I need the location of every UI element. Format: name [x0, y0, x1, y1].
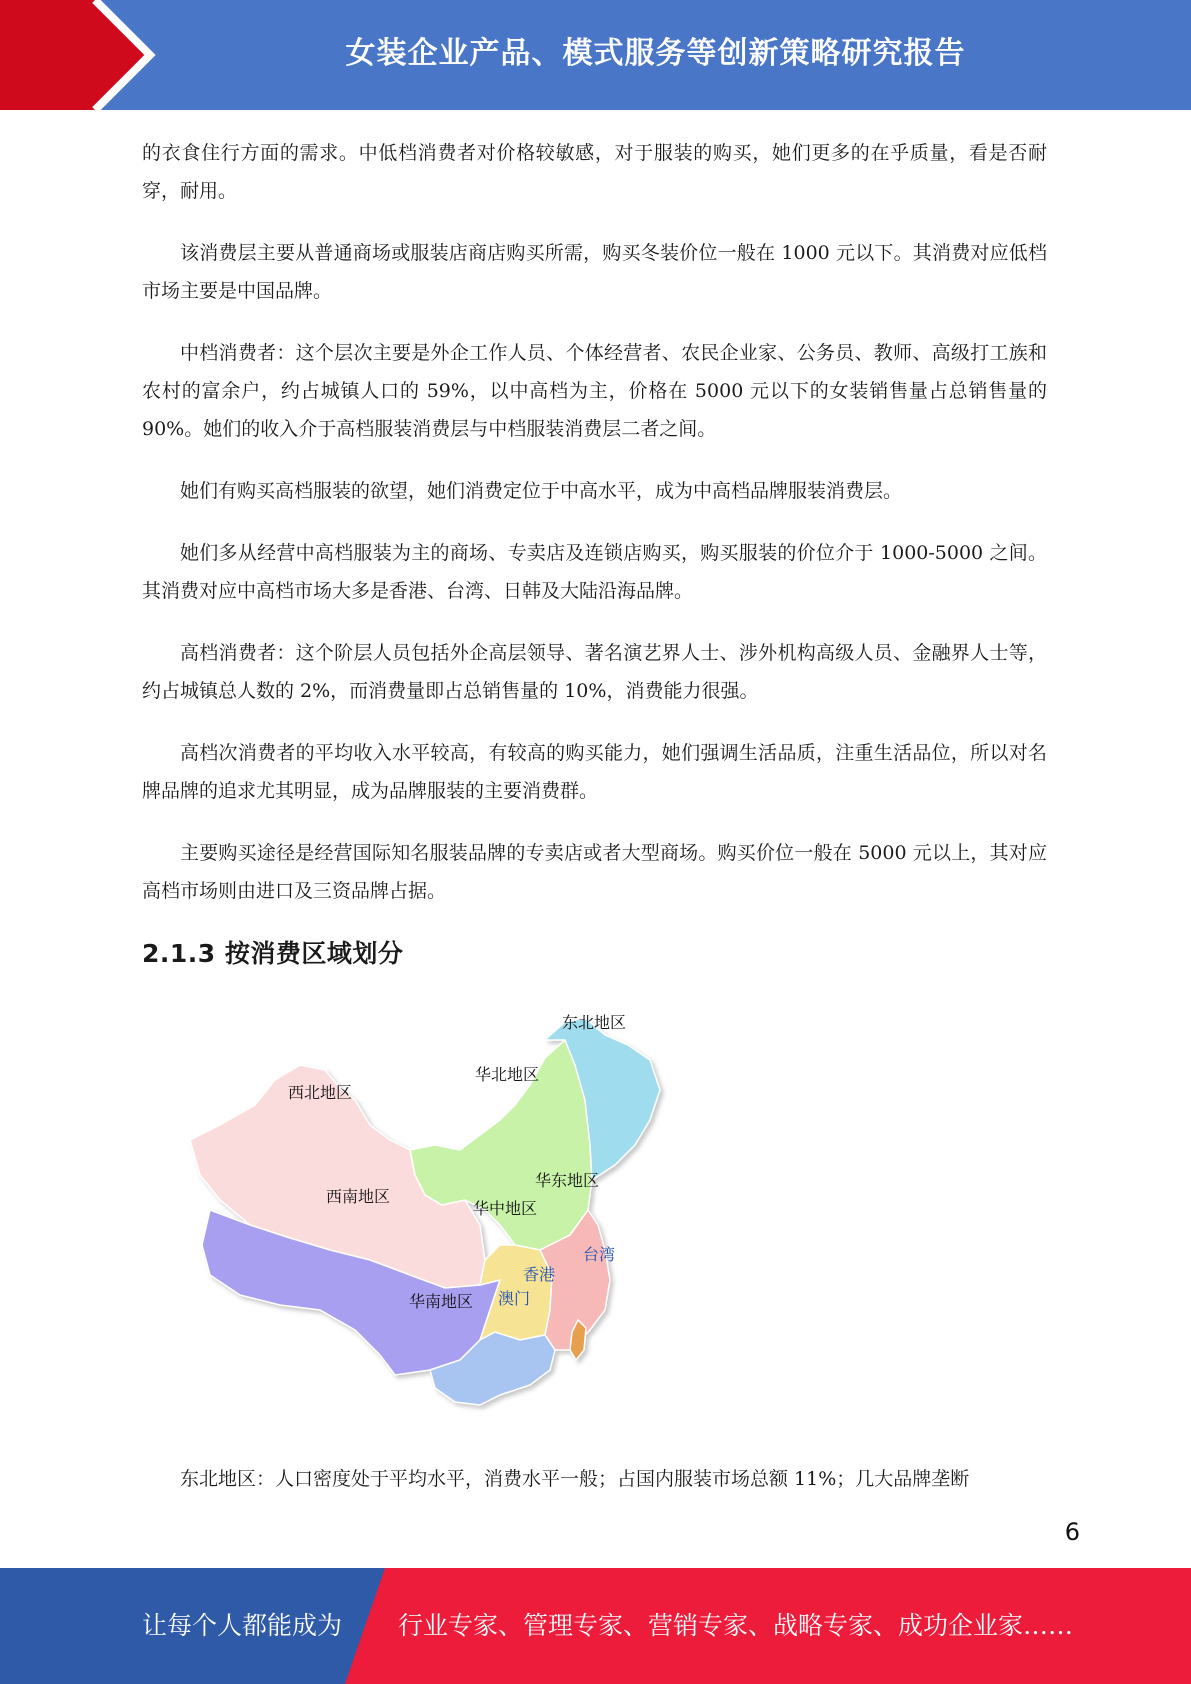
- report-title: 女装企业产品、模式服务等创新策略研究报告: [345, 36, 966, 71]
- map-label-hongkong: 香港: [523, 1265, 556, 1284]
- paragraph: 高档消费者：这个阶层人员包括外企高层领导、著名演艺界人士、涉外机构高级人员、金融界人士等，约占城镇总人数的 2%，而消费量即占总销售量的 10%，消费能力很强。: [142, 642, 1047, 702]
- paragraph: 高档次消费者的平均收入水平较高，有较高的购买能力，她们强调生活品质，注重生活品位，所以对名牌品牌的追求尤其明显，成为品牌服装的主要消费群。: [142, 742, 1047, 802]
- paragraph: 该消费层主要从普通商场或服装店商店购买所需，购买冬装价位一般在 1000 元以下。其消费对应低档市场主要是中国品牌。: [142, 242, 1047, 302]
- paragraph: 主要购买途径是经营国际知名服装品牌的专卖店或者大型商场。购买价位一般在 5000 元以上，其对应高档市场则由进口及三资品牌占据。: [142, 842, 1047, 902]
- map-label-northwest: 西北地区: [288, 1083, 353, 1102]
- page-number: 6: [1064, 1518, 1080, 1546]
- footer-slogan-right: 行业专家、管理专家、营销专家、战略专家、成功企业家……: [398, 1611, 1074, 1640]
- map-label-northeast: 东北地区: [562, 1013, 627, 1032]
- map-shapes: [180, 1010, 700, 1430]
- map-label-taiwan: 台湾: [583, 1245, 616, 1264]
- section-heading: 2.1.3 按消费区域划分: [142, 939, 404, 968]
- page-footer: [0, 1568, 1191, 1684]
- paragraph: 中档消费者：这个层次主要是外企工作人员、个体经营者、农民企业家、公务员、教师、高级打工族和农村的富余户，约占城镇人口的 59%，以中高档为主，价格在 5000 元以下的女装销售量占总销售量的 90%。她们的收入介于高档服装消费层与中档服装消费层二者之间。: [142, 342, 1047, 440]
- footer-slogan-left: 让每个人都能成为: [142, 1611, 343, 1640]
- paragraph: 的衣食住行方面的需求。中低档消费者对价格较敏感，对于服装的购买，她们更多的在乎质量，看是否耐穿，耐用。: [142, 142, 1047, 202]
- map-label-macau: 澳门: [498, 1289, 531, 1308]
- paragraph: 她们多从经营中高档服装为主的商场、专卖店及连锁店购买，购买服装的价位介于 1000-5000 之间。其消费对应中高档市场大多是香港、台湾、日韩及大陆沿海品牌。: [142, 542, 1047, 602]
- map-label-central: 华中地区: [473, 1199, 538, 1218]
- map-label-north: 华北地区: [475, 1065, 540, 1084]
- map-label-southwest: 西南地区: [326, 1187, 391, 1206]
- paragraph: 她们有购买高档服装的欲望，她们消费定位于中高水平，成为中高档品牌服装消费层。: [180, 480, 903, 502]
- map-label-east: 华东地区: [535, 1171, 600, 1190]
- map-label-south: 华南地区: [409, 1292, 474, 1311]
- page-header: [0, 0, 1191, 110]
- main-content: [142, 134, 1047, 970]
- paragraph-northeast: 东北地区：人口密度处于平均水平，消费水平一般；占国内服装市场总额 11%；几大品牌垄断: [180, 1468, 970, 1490]
- china-region-map: [180, 1010, 700, 1430]
